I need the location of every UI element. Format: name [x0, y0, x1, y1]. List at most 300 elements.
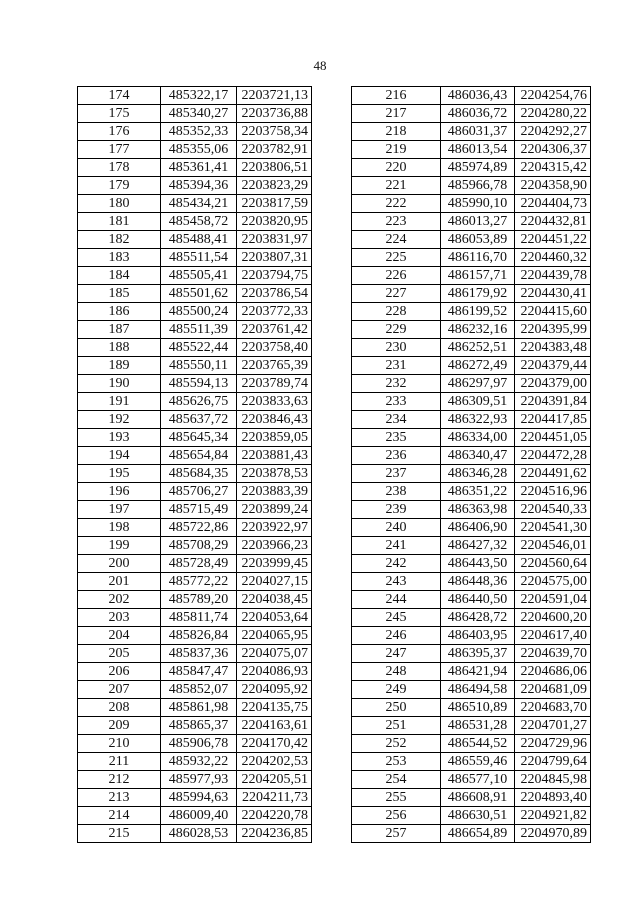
x-coordinate-cell: 486013,27 [441, 213, 515, 231]
x-coordinate-cell: 485488,41 [161, 231, 237, 249]
y-coordinate-cell: 2204617,40 [515, 627, 591, 645]
x-coordinate-cell: 485355,06 [161, 141, 237, 159]
point-number-cell: 180 [78, 195, 161, 213]
x-coordinate-cell: 485626,75 [161, 393, 237, 411]
table-row [352, 735, 591, 753]
y-coordinate-cell: 2203782,91 [237, 141, 312, 159]
y-coordinate-cell: 2204970,89 [515, 825, 591, 843]
point-number-cell: 235 [352, 429, 441, 447]
table-row [78, 645, 312, 663]
point-number-cell: 183 [78, 249, 161, 267]
point-number-cell: 211 [78, 753, 161, 771]
coordinates-table-left [77, 86, 312, 843]
x-coordinate-cell: 486494,58 [441, 681, 515, 699]
point-number-cell: 223 [352, 213, 441, 231]
y-coordinate-cell: 2204163,61 [237, 717, 312, 735]
y-coordinate-cell: 2204701,27 [515, 717, 591, 735]
y-coordinate-cell: 2204170,42 [237, 735, 312, 753]
table-row [78, 249, 312, 267]
point-number-cell: 193 [78, 429, 161, 447]
table-row [78, 771, 312, 789]
point-number-cell: 175 [78, 105, 161, 123]
x-coordinate-cell: 486009,40 [161, 807, 237, 825]
y-coordinate-cell: 2204202,53 [237, 753, 312, 771]
x-coordinate-cell: 485847,47 [161, 663, 237, 681]
x-coordinate-cell: 486654,89 [441, 825, 515, 843]
table-row [352, 87, 591, 105]
table-row [352, 141, 591, 159]
x-coordinate-cell: 485722,86 [161, 519, 237, 537]
point-number-cell: 178 [78, 159, 161, 177]
x-coordinate-cell: 485522,44 [161, 339, 237, 357]
table-row [78, 393, 312, 411]
y-coordinate-cell: 2204639,70 [515, 645, 591, 663]
table-row [352, 375, 591, 393]
point-number-cell: 225 [352, 249, 441, 267]
table-row [78, 267, 312, 285]
point-number-cell: 241 [352, 537, 441, 555]
y-coordinate-cell: 2204439,78 [515, 267, 591, 285]
x-coordinate-cell: 485511,54 [161, 249, 237, 267]
point-number-cell: 224 [352, 231, 441, 249]
table-row [352, 717, 591, 735]
y-coordinate-cell: 2203881,43 [237, 447, 312, 465]
table-row [78, 177, 312, 195]
table-row [78, 663, 312, 681]
x-coordinate-cell: 485837,36 [161, 645, 237, 663]
point-number-cell: 212 [78, 771, 161, 789]
y-coordinate-cell: 2204591,04 [515, 591, 591, 609]
x-coordinate-cell: 486351,22 [441, 483, 515, 501]
point-number-cell: 191 [78, 393, 161, 411]
table-row [78, 321, 312, 339]
x-coordinate-cell: 485352,33 [161, 123, 237, 141]
point-number-cell: 232 [352, 375, 441, 393]
x-coordinate-cell: 485637,72 [161, 411, 237, 429]
table-row [352, 231, 591, 249]
x-coordinate-cell: 486559,46 [441, 753, 515, 771]
point-number-cell: 217 [352, 105, 441, 123]
y-coordinate-cell: 2203789,74 [237, 375, 312, 393]
point-number-cell: 200 [78, 555, 161, 573]
table-row [78, 627, 312, 645]
y-coordinate-cell: 2204460,32 [515, 249, 591, 267]
table-row [352, 213, 591, 231]
y-coordinate-cell: 2204845,98 [515, 771, 591, 789]
x-coordinate-cell: 485974,89 [441, 159, 515, 177]
point-number-cell: 186 [78, 303, 161, 321]
x-coordinate-cell: 485994,63 [161, 789, 237, 807]
table-row [78, 591, 312, 609]
x-coordinate-cell: 485505,41 [161, 267, 237, 285]
point-number-cell: 251 [352, 717, 441, 735]
point-number-cell: 229 [352, 321, 441, 339]
table-row [78, 357, 312, 375]
point-number-cell: 252 [352, 735, 441, 753]
y-coordinate-cell: 2203758,34 [237, 123, 312, 141]
y-coordinate-cell: 2203966,23 [237, 537, 312, 555]
x-coordinate-cell: 485706,27 [161, 483, 237, 501]
table-row [78, 105, 312, 123]
point-number-cell: 222 [352, 195, 441, 213]
table-row [352, 627, 591, 645]
y-coordinate-cell: 2203922,97 [237, 519, 312, 537]
x-coordinate-cell: 486272,49 [441, 357, 515, 375]
x-coordinate-cell: 486340,47 [441, 447, 515, 465]
y-coordinate-cell: 2204315,42 [515, 159, 591, 177]
y-coordinate-cell: 2203999,45 [237, 555, 312, 573]
point-number-cell: 198 [78, 519, 161, 537]
y-coordinate-cell: 2204516,96 [515, 483, 591, 501]
table-row [78, 825, 312, 843]
y-coordinate-cell: 2204395,99 [515, 321, 591, 339]
x-coordinate-cell: 486510,89 [441, 699, 515, 717]
y-coordinate-cell: 2204379,00 [515, 375, 591, 393]
point-number-cell: 187 [78, 321, 161, 339]
x-coordinate-cell: 486053,89 [441, 231, 515, 249]
point-number-cell: 239 [352, 501, 441, 519]
table-row [78, 555, 312, 573]
point-number-cell: 218 [352, 123, 441, 141]
table-row [352, 429, 591, 447]
y-coordinate-cell: 2203846,43 [237, 411, 312, 429]
point-number-cell: 215 [78, 825, 161, 843]
point-number-cell: 192 [78, 411, 161, 429]
y-coordinate-cell: 2204236,85 [237, 825, 312, 843]
y-coordinate-cell: 2203831,97 [237, 231, 312, 249]
table-row [352, 789, 591, 807]
x-coordinate-cell: 486443,50 [441, 555, 515, 573]
x-coordinate-cell: 485684,35 [161, 465, 237, 483]
x-coordinate-cell: 485811,74 [161, 609, 237, 627]
x-coordinate-cell: 485322,17 [161, 87, 237, 105]
coordinates-table-right [351, 86, 591, 843]
point-number-cell: 227 [352, 285, 441, 303]
point-number-cell: 202 [78, 591, 161, 609]
table-row [352, 807, 591, 825]
y-coordinate-cell: 2203899,24 [237, 501, 312, 519]
y-coordinate-cell: 2204086,93 [237, 663, 312, 681]
y-coordinate-cell: 2204472,28 [515, 447, 591, 465]
table-row [352, 753, 591, 771]
point-number-cell: 184 [78, 267, 161, 285]
y-coordinate-cell: 2204075,07 [237, 645, 312, 663]
point-number-cell: 245 [352, 609, 441, 627]
table-row [352, 267, 591, 285]
y-coordinate-cell: 2204095,92 [237, 681, 312, 699]
point-number-cell: 189 [78, 357, 161, 375]
point-number-cell: 181 [78, 213, 161, 231]
y-coordinate-cell: 2203807,31 [237, 249, 312, 267]
x-coordinate-cell: 486199,52 [441, 303, 515, 321]
x-coordinate-cell: 485394,36 [161, 177, 237, 195]
table-row [78, 195, 312, 213]
table-row [352, 501, 591, 519]
table-row [352, 105, 591, 123]
point-number-cell: 226 [352, 267, 441, 285]
y-coordinate-cell: 2204065,95 [237, 627, 312, 645]
y-coordinate-cell: 2204546,01 [515, 537, 591, 555]
y-coordinate-cell: 2203736,88 [237, 105, 312, 123]
x-coordinate-cell: 486031,37 [441, 123, 515, 141]
point-number-cell: 243 [352, 573, 441, 591]
table-row [78, 285, 312, 303]
y-coordinate-cell: 2204306,37 [515, 141, 591, 159]
table-row [352, 465, 591, 483]
x-coordinate-cell: 486421,94 [441, 663, 515, 681]
x-coordinate-cell: 486440,50 [441, 591, 515, 609]
table-row [352, 591, 591, 609]
table-row [78, 87, 312, 105]
page-number: 48 [313, 58, 327, 73]
table-row [78, 141, 312, 159]
x-coordinate-cell: 485789,20 [161, 591, 237, 609]
y-coordinate-cell: 2204358,90 [515, 177, 591, 195]
y-coordinate-cell: 2204379,44 [515, 357, 591, 375]
y-coordinate-cell: 2203772,33 [237, 303, 312, 321]
table-row [78, 735, 312, 753]
table-row [352, 303, 591, 321]
x-coordinate-cell: 485361,41 [161, 159, 237, 177]
point-number-cell: 179 [78, 177, 161, 195]
table-row [78, 573, 312, 591]
y-coordinate-cell: 2204560,64 [515, 555, 591, 573]
table-row [78, 753, 312, 771]
y-coordinate-cell: 2204893,40 [515, 789, 591, 807]
x-coordinate-cell: 486179,92 [441, 285, 515, 303]
table-row [78, 537, 312, 555]
point-number-cell: 240 [352, 519, 441, 537]
x-coordinate-cell: 485906,78 [161, 735, 237, 753]
table-row [78, 465, 312, 483]
table-row [78, 231, 312, 249]
point-number-cell: 256 [352, 807, 441, 825]
point-number-cell: 244 [352, 591, 441, 609]
table-row [78, 807, 312, 825]
point-number-cell: 216 [352, 87, 441, 105]
y-coordinate-cell: 2204729,96 [515, 735, 591, 753]
y-coordinate-cell: 2203820,95 [237, 213, 312, 231]
x-coordinate-cell: 485715,49 [161, 501, 237, 519]
point-number-cell: 237 [352, 465, 441, 483]
point-number-cell: 250 [352, 699, 441, 717]
point-number-cell: 242 [352, 555, 441, 573]
x-coordinate-cell: 485654,84 [161, 447, 237, 465]
x-coordinate-cell: 486427,32 [441, 537, 515, 555]
table-row [78, 375, 312, 393]
point-number-cell: 233 [352, 393, 441, 411]
x-coordinate-cell: 485966,78 [441, 177, 515, 195]
point-number-cell: 185 [78, 285, 161, 303]
table-row [352, 393, 591, 411]
point-number-cell: 190 [78, 375, 161, 393]
table-row [78, 339, 312, 357]
point-number-cell: 246 [352, 627, 441, 645]
y-coordinate-cell: 2204038,45 [237, 591, 312, 609]
y-coordinate-cell: 2204292,27 [515, 123, 591, 141]
table-row [78, 609, 312, 627]
table-row [352, 699, 591, 717]
x-coordinate-cell: 486036,43 [441, 87, 515, 105]
point-number-cell: 182 [78, 231, 161, 249]
x-coordinate-cell: 486428,72 [441, 609, 515, 627]
x-coordinate-cell: 485550,11 [161, 357, 237, 375]
y-coordinate-cell: 2204600,20 [515, 609, 591, 627]
point-number-cell: 199 [78, 537, 161, 555]
x-coordinate-cell: 486309,51 [441, 393, 515, 411]
table-row [352, 411, 591, 429]
y-coordinate-cell: 2204686,06 [515, 663, 591, 681]
table-row [352, 771, 591, 789]
y-coordinate-cell: 2203817,59 [237, 195, 312, 213]
point-number-cell: 228 [352, 303, 441, 321]
y-coordinate-cell: 2204404,73 [515, 195, 591, 213]
point-number-cell: 220 [352, 159, 441, 177]
x-coordinate-cell: 486531,28 [441, 717, 515, 735]
point-number-cell: 236 [352, 447, 441, 465]
table-row [78, 789, 312, 807]
x-coordinate-cell: 486395,37 [441, 645, 515, 663]
x-coordinate-cell: 485501,62 [161, 285, 237, 303]
point-number-cell: 188 [78, 339, 161, 357]
y-coordinate-cell: 2204921,82 [515, 807, 591, 825]
point-number-cell: 174 [78, 87, 161, 105]
table-row [78, 213, 312, 231]
y-coordinate-cell: 2203758,40 [237, 339, 312, 357]
x-coordinate-cell: 486334,00 [441, 429, 515, 447]
table-row [352, 177, 591, 195]
point-number-cell: 249 [352, 681, 441, 699]
table-row [352, 681, 591, 699]
x-coordinate-cell: 486630,51 [441, 807, 515, 825]
y-coordinate-cell: 2203883,39 [237, 483, 312, 501]
table-row [352, 645, 591, 663]
y-coordinate-cell: 2204432,81 [515, 213, 591, 231]
point-number-cell: 194 [78, 447, 161, 465]
table-row [352, 663, 591, 681]
y-coordinate-cell: 2203806,51 [237, 159, 312, 177]
y-coordinate-cell: 2204211,73 [237, 789, 312, 807]
point-number-cell: 176 [78, 123, 161, 141]
table-row [352, 537, 591, 555]
x-coordinate-cell: 485340,27 [161, 105, 237, 123]
table-row [78, 483, 312, 501]
point-number-cell: 197 [78, 501, 161, 519]
y-coordinate-cell: 2203794,75 [237, 267, 312, 285]
point-number-cell: 221 [352, 177, 441, 195]
x-coordinate-cell: 485728,49 [161, 555, 237, 573]
table-row [352, 195, 591, 213]
table-row [78, 159, 312, 177]
x-coordinate-cell: 485708,29 [161, 537, 237, 555]
x-coordinate-cell: 485852,07 [161, 681, 237, 699]
table-row [78, 519, 312, 537]
x-coordinate-cell: 485772,22 [161, 573, 237, 591]
y-coordinate-cell: 2204451,22 [515, 231, 591, 249]
y-coordinate-cell: 2204220,78 [237, 807, 312, 825]
x-coordinate-cell: 486544,52 [441, 735, 515, 753]
table-row [78, 303, 312, 321]
x-coordinate-cell: 486322,93 [441, 411, 515, 429]
table-row [352, 519, 591, 537]
x-coordinate-cell: 485932,22 [161, 753, 237, 771]
x-coordinate-cell: 486232,16 [441, 321, 515, 339]
y-coordinate-cell: 2204540,33 [515, 501, 591, 519]
table-row [352, 555, 591, 573]
x-coordinate-cell: 486157,71 [441, 267, 515, 285]
point-number-cell: 177 [78, 141, 161, 159]
point-number-cell: 255 [352, 789, 441, 807]
table-row [352, 123, 591, 141]
table-row [78, 699, 312, 717]
y-coordinate-cell: 2203765,39 [237, 357, 312, 375]
y-coordinate-cell: 2204391,84 [515, 393, 591, 411]
point-number-cell: 253 [352, 753, 441, 771]
y-coordinate-cell: 2203761,42 [237, 321, 312, 339]
y-coordinate-cell: 2204683,70 [515, 699, 591, 717]
y-coordinate-cell: 2203721,13 [237, 87, 312, 105]
x-coordinate-cell: 485977,93 [161, 771, 237, 789]
y-coordinate-cell: 2204681,09 [515, 681, 591, 699]
x-coordinate-cell: 485434,21 [161, 195, 237, 213]
x-coordinate-cell: 486013,54 [441, 141, 515, 159]
point-number-cell: 248 [352, 663, 441, 681]
table-row [352, 447, 591, 465]
y-coordinate-cell: 2204135,75 [237, 699, 312, 717]
y-coordinate-cell: 2204027,15 [237, 573, 312, 591]
x-coordinate-cell: 486116,70 [441, 249, 515, 267]
y-coordinate-cell: 2204417,85 [515, 411, 591, 429]
y-coordinate-cell: 2204280,22 [515, 105, 591, 123]
table-row [352, 357, 591, 375]
table-row [352, 285, 591, 303]
x-coordinate-cell: 485645,34 [161, 429, 237, 447]
point-number-cell: 254 [352, 771, 441, 789]
y-coordinate-cell: 2204205,51 [237, 771, 312, 789]
x-coordinate-cell: 486608,91 [441, 789, 515, 807]
table-row [352, 339, 591, 357]
y-coordinate-cell: 2204491,62 [515, 465, 591, 483]
x-coordinate-cell: 486577,10 [441, 771, 515, 789]
table-row [352, 483, 591, 501]
point-number-cell: 234 [352, 411, 441, 429]
point-number-cell: 210 [78, 735, 161, 753]
x-coordinate-cell: 485861,98 [161, 699, 237, 717]
y-coordinate-cell: 2204053,64 [237, 609, 312, 627]
point-number-cell: 195 [78, 465, 161, 483]
table-row [352, 609, 591, 627]
point-number-cell: 208 [78, 699, 161, 717]
point-number-cell: 247 [352, 645, 441, 663]
x-coordinate-cell: 486448,36 [441, 573, 515, 591]
y-coordinate-cell: 2204541,30 [515, 519, 591, 537]
x-coordinate-cell: 485500,24 [161, 303, 237, 321]
y-coordinate-cell: 2204415,60 [515, 303, 591, 321]
x-coordinate-cell: 486036,72 [441, 105, 515, 123]
table-row [78, 501, 312, 519]
point-number-cell: 209 [78, 717, 161, 735]
x-coordinate-cell: 485990,10 [441, 195, 515, 213]
y-coordinate-cell: 2203878,53 [237, 465, 312, 483]
x-coordinate-cell: 486252,51 [441, 339, 515, 357]
point-number-cell: 219 [352, 141, 441, 159]
y-coordinate-cell: 2204254,76 [515, 87, 591, 105]
x-coordinate-cell: 485458,72 [161, 213, 237, 231]
table-row [78, 411, 312, 429]
table-row [78, 681, 312, 699]
table-row [78, 429, 312, 447]
point-number-cell: 207 [78, 681, 161, 699]
